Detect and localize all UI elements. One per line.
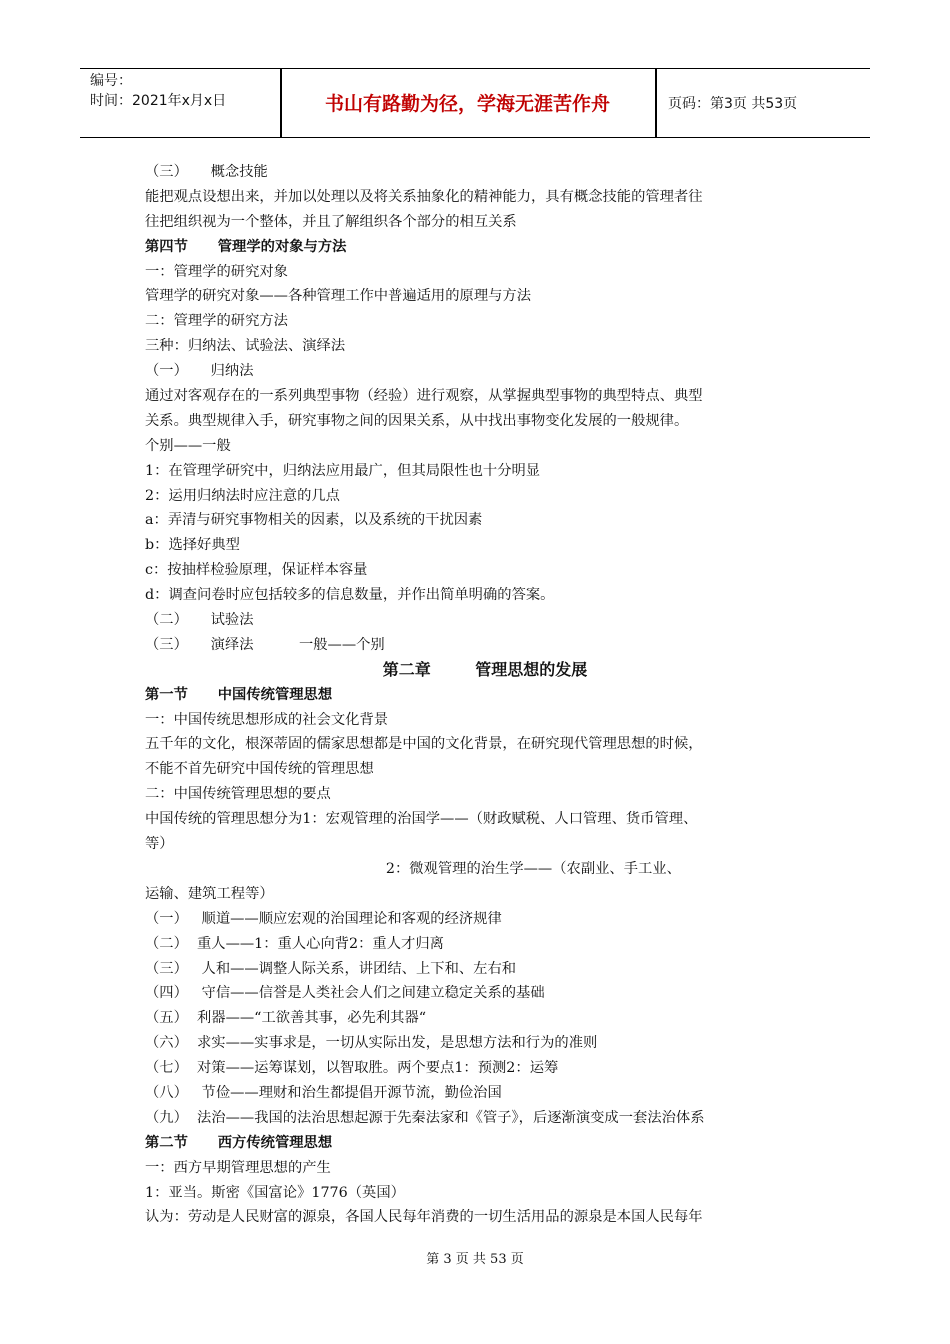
text-line: （三） 人和——调整人际关系，讲团结、上下和、左右和 (145, 960, 517, 977)
text-line: （六） 求实——实事求是，一切从实际出发，是思想方法和行为的准则 (145, 1035, 598, 1052)
text-line: （九） 法治——我国的法治思想起源于先秦法家和《管子》，后逐渐演变成一套法治体系 (145, 1109, 705, 1126)
header-motto: 书山有路勤为径，学海无涯苦作舟 (324, 93, 610, 115)
section-heading: 第二节 西方传统管理思想 (145, 1134, 333, 1151)
text-line: （三） 概念技能 (145, 164, 268, 180)
text-line: 一：管理学的研究对象 (145, 263, 288, 280)
text-line: （二） 重人——1：重人心向背2：重人才归离 (145, 935, 444, 952)
page-footer: 第 3 页 共 53 页 (426, 1252, 524, 1267)
document-body (145, 160, 825, 1230)
text-line: （八） 节俭——理财和治生都提倡开源节流，勤俭治国 (145, 1084, 502, 1101)
text-line: 1：亚当。斯密《国富论》1776（英国） (145, 1184, 405, 1201)
document-header (80, 68, 870, 138)
text-line: 1：在管理学研究中，归纳法应用最广，但其局限性也十分明显 (145, 462, 541, 479)
text-line: c：按抽样检验原理，保证样本容量 (145, 562, 368, 579)
section-heading: 第四节 管理学的对象与方法 (145, 238, 347, 255)
text-line: 关系。典型规律入手，研究事物之间的因果关系，从中找出事物变化发展的一般规律。 (145, 412, 689, 429)
text-line: 认为：劳动是人民财富的源泉，各国人民每年消费的一切生活用品的源泉是本国人民每年 (145, 1209, 703, 1226)
text-line: （三） 演绎法 一般——个别 (145, 636, 385, 653)
header-meta (90, 71, 280, 111)
text-line: 二：管理学的研究方法 (145, 313, 288, 330)
text-line: 一：中国传统思想形成的社会文化背景 (145, 711, 389, 728)
text-line: 一：西方早期管理思想的产生 (145, 1159, 331, 1176)
text-line: 2：运用归纳法时应注意的几点 (145, 487, 340, 504)
text-line: 能把观点设想出来，并加以处理以及将关系抽象化的精神能力，具有概念技能的管理者往 (145, 188, 703, 205)
text-line: （四） 守信——信誉是人类社会人们之间建立稳定关系的基础 (145, 985, 545, 1002)
text-line: 五千年的文化，根深蒂固的儒家思想都是中国的文化背景，在研究现代管理思想的时候， (145, 736, 703, 753)
text-line: 往把组织视为一个整体，并且了解组织各个部分的相互关系 (145, 213, 517, 230)
number-label: 编号： (90, 73, 132, 89)
text-line: 二：中国传统管理思想的要点 (145, 786, 331, 803)
header-page-info: 页码：第3页 共53页 (668, 96, 798, 112)
text-line: （五） 利器——“工欲善其事，必先利其器“ (145, 1010, 427, 1027)
text-line: 个别——一般 (145, 437, 231, 454)
header-divider (655, 69, 657, 137)
text-line: d：调查问卷时应包括较多的信息数量，并作出简单明确的答案。 (145, 587, 555, 604)
text-line: 中国传统的管理思想分为1：宏观管理的治国学——（财政赋税、人口管理、货币管理、 (145, 811, 698, 828)
text-line: （二） 试验法 (145, 612, 254, 629)
section-heading: 第一节 中国传统管理思想 (145, 686, 333, 703)
date-label: 时间：2021年x月x日 (90, 93, 227, 109)
text-line: 运输、建筑工程等） (145, 885, 274, 902)
text-line: 通过对客观存在的一系列典型事物（经验）进行观察，从掌握典型事物的典型特点、典型 (145, 388, 703, 405)
text-line: （一） 顺道——顺应宏观的治国理论和客观的经济规律 (145, 910, 502, 927)
text-line: （七） 对策——运筹谋划，以智取胜。两个要点1：预测2：运筹 (145, 1060, 559, 1077)
text-line: 管理学的研究对象——各种管理工作中普遍适用的原理与方法 (145, 288, 532, 305)
text-line: b：选择好典型 (145, 537, 240, 554)
chapter-heading: 第二章 管理思想的发展 (382, 659, 588, 679)
text-line: 等） (145, 836, 174, 853)
text-line: 不能不首先研究中国传统的管理思想 (145, 761, 374, 778)
text-line: （一） 归纳法 (145, 363, 254, 380)
text-line: 2：微观管理的治生学——（农副业、手工业、 (145, 860, 681, 877)
text-line: a：弄清与研究事物相关的因素，以及系统的干扰因素 (145, 512, 483, 529)
text-line: 三种：归纳法、试验法、演绎法 (145, 338, 346, 355)
